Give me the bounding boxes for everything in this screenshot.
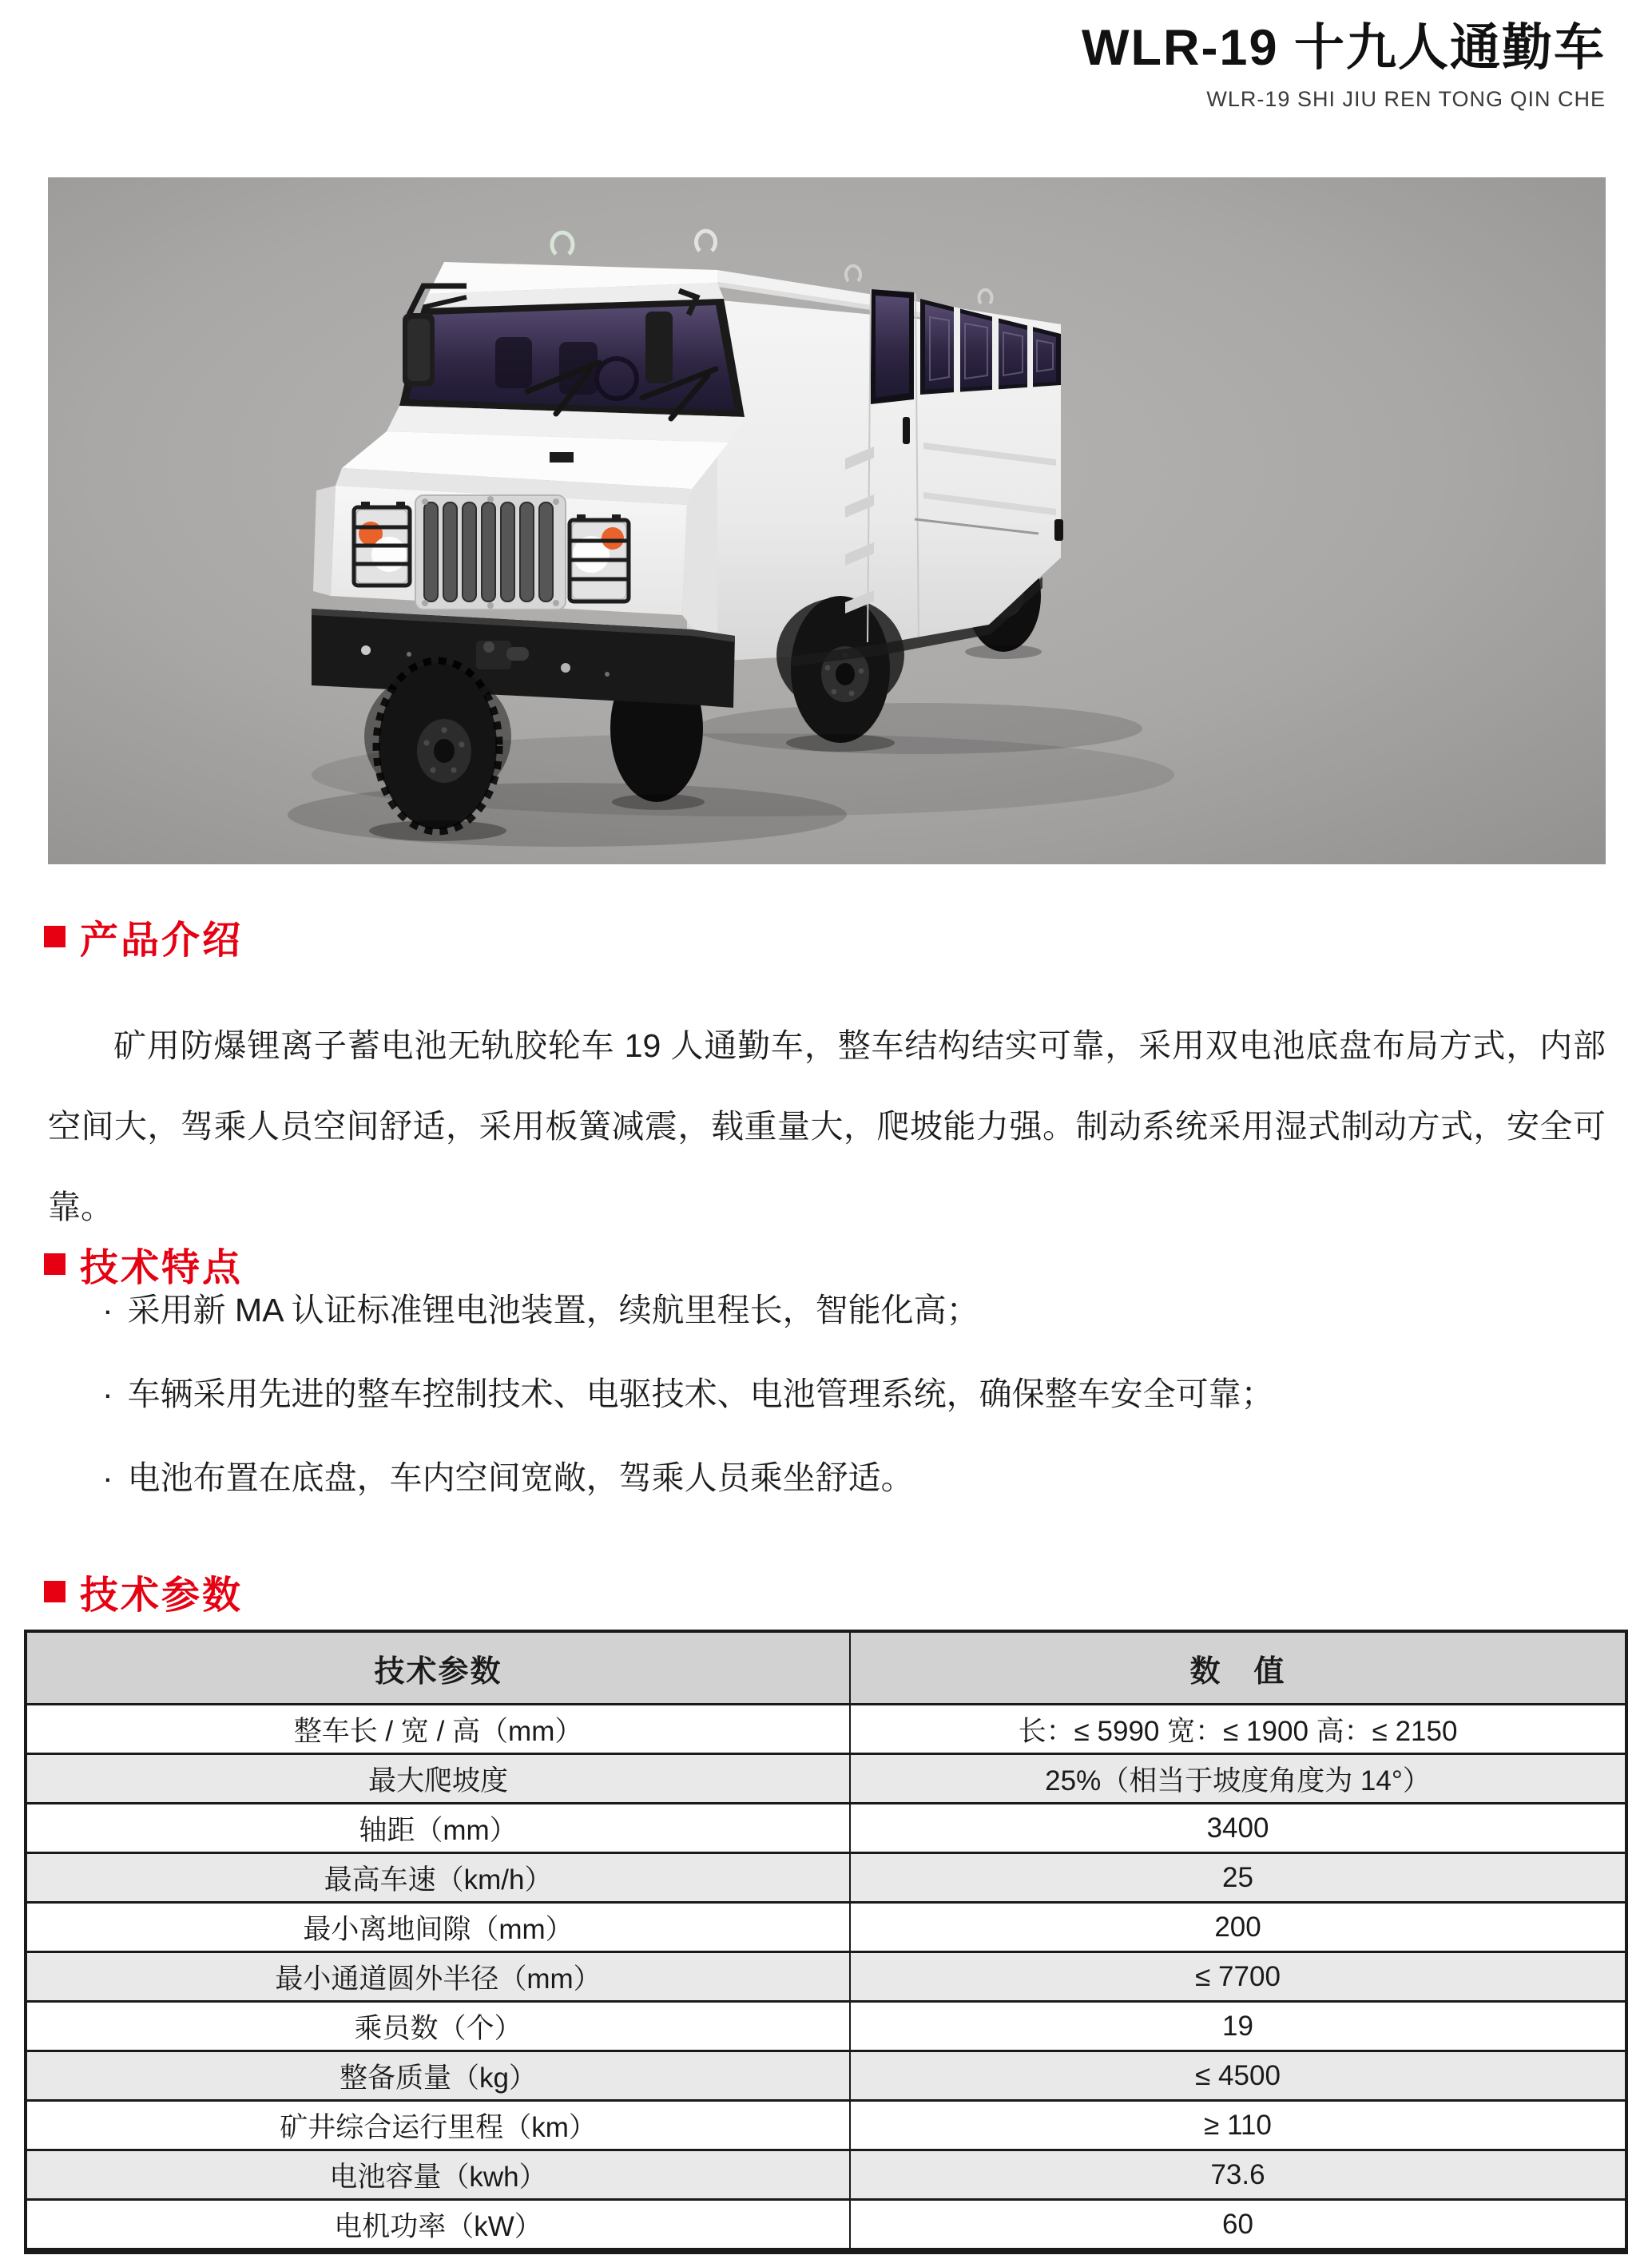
spec-value: 19 [850, 2002, 1626, 2051]
table-row [26, 2150, 1626, 2200]
page-subtitle: WLR-19 SHI JIU REN TONG QIN CHE [1206, 87, 1606, 112]
feature-item-text: 采用新 MA 认证标准锂电池装置，续航里程长，智能化高； [127, 1292, 979, 1328]
spec-col-parameter: 技术参数 [26, 1631, 850, 1705]
spec-value: 200 [850, 1903, 1626, 1952]
spec-value: ≤ 7700 [850, 1952, 1626, 2002]
spec-value: 25 [850, 1853, 1626, 1903]
spec-table-header-row [26, 1631, 1626, 1705]
spec-name: 整备质量（kg） [26, 2051, 850, 2101]
product-image-frame [48, 177, 1606, 864]
table-row [26, 1853, 1626, 1903]
spec-col-value: 数 值 [850, 1631, 1626, 1705]
bullet-dot: · [102, 1376, 113, 1412]
spec-name: 电池容量（kwh） [26, 2150, 850, 2200]
feature-item-text: 车辆采用先进的整车控制技术、电驱技术、电池管理系统，确保整车安全可靠； [127, 1376, 1274, 1412]
spec-name: 最小离地间隙（mm） [26, 1903, 850, 1952]
spec-name: 最高车速（km/h） [26, 1853, 850, 1903]
table-row [26, 1705, 1626, 1754]
feature-item [102, 1268, 1620, 1352]
bullet-dot: · [102, 1292, 113, 1328]
table-row [26, 2051, 1626, 2101]
spec-value: 60 [850, 2200, 1626, 2252]
spec-name: 最小通道圆外半径（mm） [26, 1952, 850, 2002]
table-row [26, 1903, 1626, 1952]
spec-name: 乘员数（个） [26, 2002, 850, 2051]
red-square-icon [44, 926, 66, 947]
spec-name: 最大爬坡度 [26, 1754, 850, 1804]
spec-table [24, 1630, 1628, 2254]
headlight-right [570, 514, 629, 601]
spec-value: 73.6 [850, 2150, 1626, 2200]
spec-value: 25%（相当于坡度角度为 14°） [850, 1754, 1626, 1804]
section-heading-features-label: 技术特点 [80, 1247, 244, 1289]
feature-item-text: 电池布置在底盘，车内空间宽敞，驾乘人员乘坐舒适。 [127, 1459, 914, 1496]
headlight-left [354, 502, 410, 586]
red-square-icon [44, 1581, 66, 1602]
section-heading-specs [44, 1564, 243, 1619]
spec-name: 矿井综合运行里程（km） [26, 2101, 850, 2150]
spec-name: 电机功率（kW） [26, 2200, 850, 2252]
red-square-icon [44, 1253, 66, 1275]
table-row [26, 2002, 1626, 2051]
spec-value: ≤ 4500 [850, 2051, 1626, 2101]
feature-item [102, 1436, 1620, 1520]
feature-list [102, 1268, 1620, 1520]
page-title: WLR-19 十九人通勤车 [1082, 20, 1606, 76]
table-row [26, 1804, 1626, 1853]
table-row [26, 1754, 1626, 1804]
intro-paragraph: 矿用防爆锂离子蓄电池无轨胶轮车 19 人通勤车，整车结构结实可靠，采用双电池底盘布局方式，内部空间大，驾乘人员空间舒适，采用板簧减震，载重量大，爬坡能力强。制动系统采用湿式制动方式，安全可靠。 [48, 1027, 1606, 1225]
table-row [26, 2200, 1626, 2252]
section-heading-intro-label: 产品介绍 [80, 919, 244, 962]
spec-name: 整车长 / 宽 / 高（mm） [26, 1705, 850, 1754]
spec-value: ≥ 110 [850, 2101, 1626, 2150]
spec-value: 3400 [850, 1804, 1626, 1853]
product-image [48, 177, 1606, 864]
spec-name: 轴距（mm） [26, 1804, 850, 1853]
bullet-dot: · [102, 1459, 113, 1496]
section-heading-specs-label: 技术参数 [80, 1574, 244, 1617]
title-block [1082, 21, 1606, 112]
spec-value: 长：≤ 5990 宽：≤ 1900 高：≤ 2150 [850, 1705, 1626, 1754]
section-heading-intro [44, 909, 243, 964]
table-row [26, 1952, 1626, 2002]
table-row [26, 2101, 1626, 2150]
feature-item [102, 1352, 1620, 1436]
